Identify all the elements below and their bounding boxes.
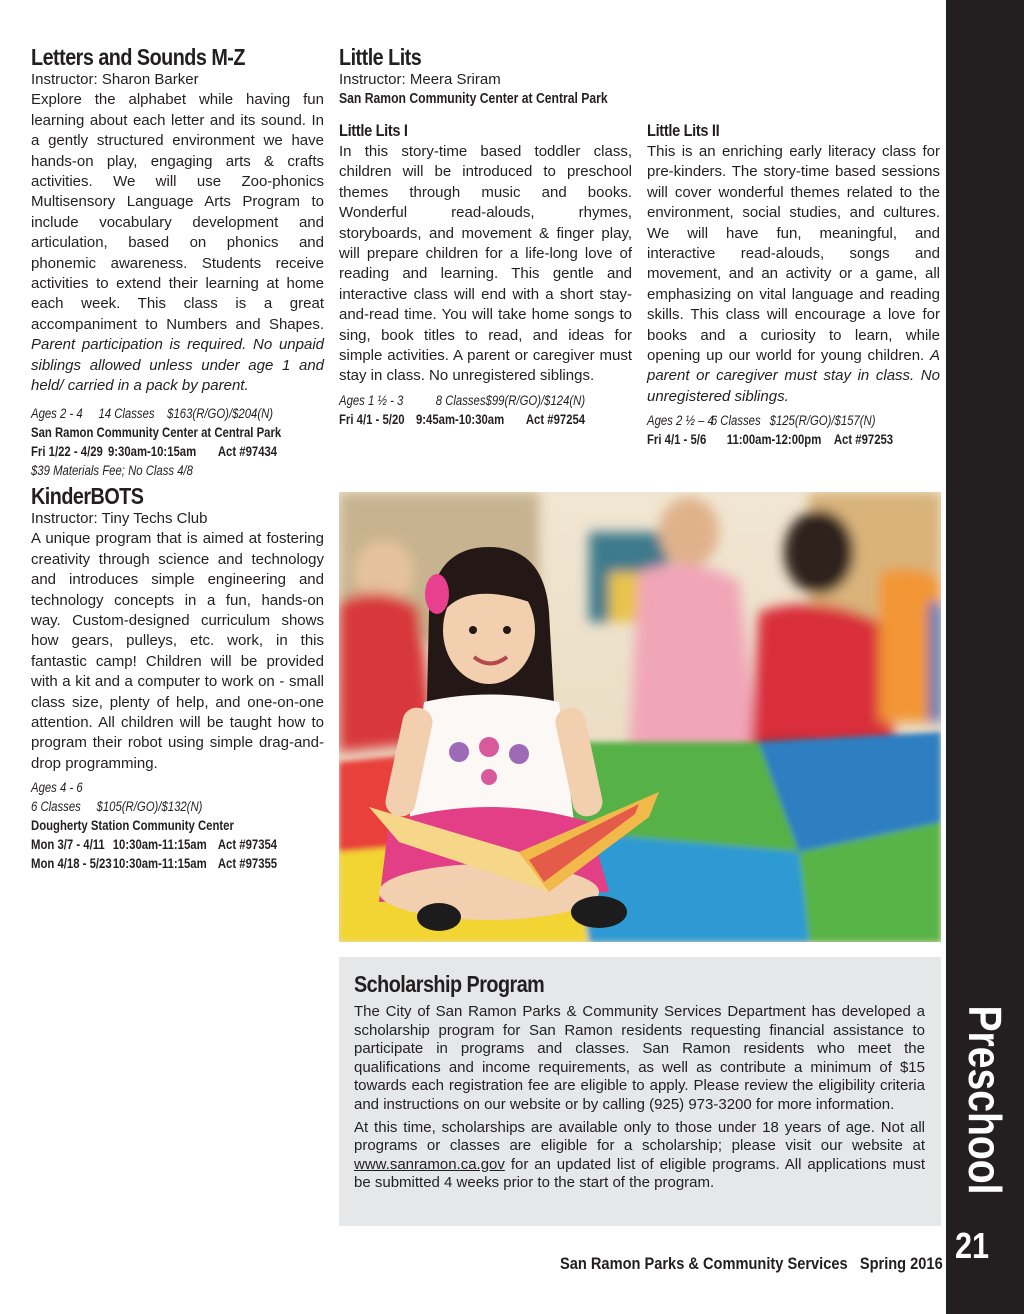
session-dates: Fri 1/22 - 4/29 — [31, 443, 103, 459]
session-time: 11:00am-12:00pm — [726, 432, 822, 448]
littlelits-one-description: In this story-time based toddler class, children will be introduced to preschool themes through music and books. Wonderful read-alouds, rhymes, storyboards, and movement & finger play, will prepare children for a life-long love of reading and learning. This gentle and interactive class will end with a short stay-and-read time. You will take home songs to sing, book titles to read, and ideas for simple activities. A parent or caregiver must stay in class. No unregistered siblings. — [339, 143, 632, 385]
littlelits-two-session — [647, 430, 893, 449]
littlelits-two-desc-text: This is an enriching early literacy class for pre-kinders. The story-time based sessions will cover wonderful themes related to the environment, social studies, and cultures. We will have fun, meaningful, and interactive read-alouds, songs and movement, and an activity or a game, all emphasizing on vital language and reading skills. This class will encourage a love for books and a curiosity to learn, while opening up our world for young children. — [647, 143, 940, 365]
kinderbots-ages: Ages 4 - 6 — [31, 780, 83, 796]
scholarship-paragraph-1: The City of San Ramon Parks & Community Services Department has developed a scholarship program for San Ramon residents requesting financial assistance to participate in programs and classes. San Ramon residents who meet the qualifications and income requirements, as well as contribute a minimum of $15 towards each registration fee are eligible to apply. Please review the eligibility criteria and instructions on our website or by calling (925) 973-3200 for more information. — [354, 1003, 925, 1113]
littlelits-two-title: Little Lits II — [647, 121, 720, 140]
letters-section — [31, 44, 324, 480]
littlelits-two-meta — [647, 411, 893, 430]
littlelits-one-meta — [339, 391, 585, 410]
scholarship-p2-start: At this time, scholarships are available only to those under 18 years of age. Not all programs or classes are eligible for a scholarship; please visit our website at — [354, 1118, 925, 1155]
littlelits-title: Little Lits — [339, 44, 422, 70]
littlelits-instructor: Instructor: Meera Sriram — [339, 71, 501, 88]
session-time: 10:30am-11:15am — [112, 837, 207, 853]
littlelits-two-note: A parent or caregiver must stay in class. No unregistered siblings. — [647, 347, 941, 405]
littlelits-one-title: Little Lits I — [339, 121, 408, 140]
letters-session-row — [31, 442, 277, 461]
section-label-text: Preschool — [959, 1005, 1011, 1195]
letters-desc-text: Explore the alphabet while having fun learning about each letter and its sound. In a gently structured environment we have hands-on play, engaging arts & crafts activities. We will use Zoo-phonics Multisensory Language Arts Program to include vocabulary development and articulation, based on phonics and phonemic awareness. Students receive activities to extend their learning at home each week. This class is a great accompaniment to Numbers and Shapes. — [31, 91, 324, 333]
letters-note: Parent participation is required. No unpaid siblings allowed unless under age 1 and held/ carried in a pack by parent. — [31, 336, 324, 395]
fee: $125(R/GO)/$157(N) — [769, 413, 876, 429]
kinderbots-session-row — [31, 854, 277, 873]
session-dates: Fri 4/1 - 5/6 — [647, 432, 707, 448]
kinderbots-instructor: Instructor: Tiny Techs Club — [31, 510, 208, 527]
letters-extra: $39 Materials Fee; No Class 4/8 — [31, 462, 193, 478]
session-dates: Fri 4/1 - 5/20 — [339, 411, 405, 427]
fee: $99(R/GO)/$124(N) — [485, 392, 586, 408]
section-label — [959, 1005, 1011, 1195]
scholarship-box — [339, 957, 941, 1226]
letters-classes: 14 Classes — [98, 405, 155, 421]
scholarship-content — [354, 971, 925, 1193]
ages: Ages 1 ½ - 3 — [339, 392, 404, 408]
littlelits-section — [339, 44, 941, 109]
kinderbots-session-row — [31, 835, 277, 854]
session-dates: Mon 4/18 - 5/23 — [31, 856, 112, 872]
kinderbots-description: A unique program that is aimed at fostering creativity through science and technology and introduces simple engineering and technology concepts in a fun, hands-on way. Custom-designed curriculum shows how gears, pulleys, etc. work, in this fantastic camp! Children will be provided with a kit and a computer to work on - small class size, plenty of help, and one-on-one attention. All children will be taught how to program their robot using simple drag-and-drop programming. — [31, 530, 324, 772]
ages: Ages 2 ½ – 4 — [647, 413, 714, 429]
letters-title: Letters and Sounds M-Z — [31, 44, 245, 70]
letters-meta — [31, 404, 277, 423]
session-time: 9:30am-10:15am — [107, 443, 197, 459]
page-number: 21 — [954, 1225, 990, 1266]
littlelits-two-section — [647, 120, 940, 449]
letters-instructor: Instructor: Sharon Barker — [31, 71, 199, 88]
kinderbots-title: KinderBOTS — [31, 483, 144, 509]
letters-description — [31, 90, 324, 396]
littlelits-one-section — [339, 120, 632, 429]
littlelits-one-session — [339, 410, 585, 429]
session-act: Act #97354 — [217, 837, 278, 853]
kinderbots-classes-fee: 6 Classes $105(R/GO)/$132(N) — [31, 799, 203, 815]
littlelits-location: San Ramon Community Center at Central Park — [339, 91, 608, 108]
littlelits-two-description — [647, 142, 940, 407]
letters-fee: $163(R/GO)/$204(N) — [167, 405, 274, 421]
letters-location: San Ramon Community Center at Central Park — [31, 424, 282, 440]
session-act: Act #97355 — [217, 856, 278, 872]
scholarship-paragraph-2 — [354, 1119, 925, 1193]
kinderbots-location: Dougherty Station Community Center — [31, 818, 234, 834]
photo-illustration — [339, 492, 941, 942]
classes: 6 Classes — [710, 413, 761, 429]
session-time: 9:45am-10:30am — [415, 411, 505, 427]
letters-ages: Ages 2 - 4 — [31, 405, 83, 421]
photo-girl-reading — [339, 492, 941, 942]
session-time: 10:30am-11:15am — [112, 856, 207, 872]
kinderbots-section — [31, 483, 324, 873]
session-act: Act #97253 — [833, 432, 894, 448]
scholarship-p2-end: for an updated list of eligible programs. All applications must be submitted 4 weeks prior to the start of the program. — [354, 1155, 925, 1192]
session-act: Act #97254 — [525, 411, 586, 427]
footer-text: San Ramon Parks & Community Services Spring 2016 — [560, 1254, 943, 1273]
session-act: Act #97434 — [217, 443, 278, 459]
classes: 8 Classes — [435, 392, 486, 408]
session-dates: Mon 3/7 - 4/11 — [31, 837, 105, 853]
scholarship-title: Scholarship Program — [354, 971, 545, 997]
website-link[interactable]: www.sanramon.ca.gov — [354, 1155, 505, 1173]
